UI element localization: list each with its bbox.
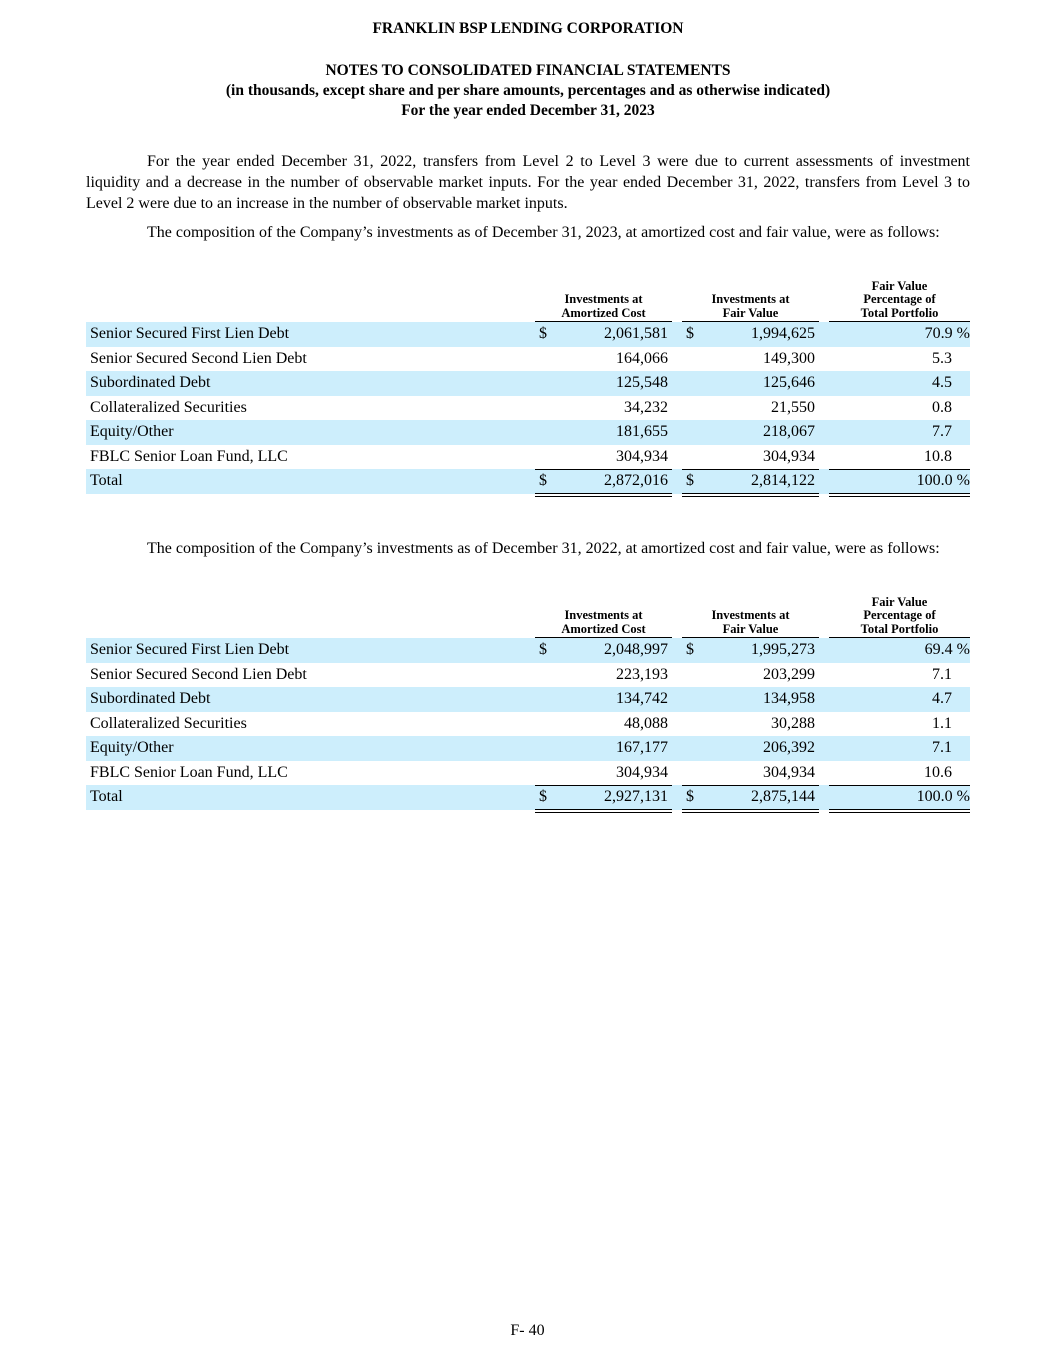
portfolio-percentage-value: 4.5 (932, 374, 952, 391)
amortized-cost-value: 164,066 (616, 349, 668, 367)
total-double-rule (682, 809, 819, 813)
row-label: Senior Secured Second Lien Debt (90, 349, 307, 367)
subtotal-rule (535, 785, 672, 786)
page-number: F- 40 (510, 1322, 545, 1339)
currency-symbol: $ (539, 325, 547, 342)
column-header-percentage: Fair Value Percentage of Total Portfolio (829, 280, 970, 323)
table-row (86, 638, 970, 663)
notes-period: For the year ended December 31, 2023 (401, 102, 655, 119)
composition-2022-paragraph: The composition of the Company’s investments as of December 31, 2022, at amortized cost and fair value, were as follows: (147, 540, 940, 557)
amortized-cost-value: 167,177 (616, 739, 668, 756)
column-header-fair-value: Investments at Fair Value (682, 609, 819, 638)
composition-2023-paragraph: The composition of the Company’s investments as of December 31, 2023, at amortized cost and fair value, were as follows: (147, 224, 940, 241)
row-label: Total (90, 472, 123, 489)
row-label: Subordinated Debt (90, 690, 211, 707)
row-label: Equity/Other (90, 423, 174, 440)
currency-symbol: $ (686, 325, 694, 342)
amortized-cost-value: 134,742 (616, 690, 668, 707)
percent-sign: % (956, 325, 970, 342)
fair-value-value: 134,958 (763, 690, 815, 707)
portfolio-percentage-value: 1.1 (932, 714, 952, 732)
portfolio-percentage-value: 70.9 % (924, 325, 970, 342)
row-label: Total (90, 788, 123, 805)
amortized-cost-value: 34,232 (624, 398, 668, 416)
fair-value-value: 304,934 (763, 763, 815, 781)
row-label: FBLC Senior Loan Fund, LLC (90, 763, 288, 781)
amortized-cost-value: 304,934 (616, 447, 668, 465)
fair-value-value: 2,814,122 (751, 472, 815, 489)
subtotal-rule (829, 469, 970, 470)
table-body (86, 322, 970, 494)
amortized-cost-value: 223,193 (616, 665, 668, 683)
portfolio-percentage-value: 7.1 (932, 739, 952, 756)
portfolio-percentage-value: 7.7 (932, 423, 952, 440)
table-column-headers (86, 278, 970, 322)
amortized-cost-value: 48,088 (624, 714, 668, 732)
notes-title: NOTES TO CONSOLIDATED FINANCIAL STATEMENTS (325, 62, 731, 79)
currency-symbol: $ (539, 472, 547, 489)
amortized-cost-value: 125,548 (616, 374, 668, 391)
fair-value-value: 1,994,625 (751, 325, 815, 342)
portfolio-percentage-value: 69.4 % (924, 641, 970, 658)
table-row (86, 420, 970, 445)
table-row (86, 687, 970, 712)
portfolio-percentage-value: 100.0 % (916, 472, 970, 489)
currency-symbol: $ (686, 472, 694, 489)
fair-value-value: 206,392 (763, 739, 815, 756)
row-label: FBLC Senior Loan Fund, LLC (90, 447, 288, 465)
table-row (86, 761, 970, 786)
row-label: Senior Secured First Lien Debt (90, 325, 290, 342)
table-body (86, 638, 970, 810)
portfolio-percentage-value: 0.8 (932, 398, 952, 416)
notes-subtitle: (in thousands, except share and per share amounts, percentages and as otherwise indicated) (225, 82, 831, 99)
table-row (86, 347, 970, 372)
table-row (86, 371, 970, 396)
row-label: Collateralized Securities (90, 398, 247, 416)
table-row (86, 736, 970, 761)
fair-value-value: 149,300 (763, 349, 815, 367)
currency-symbol: $ (539, 788, 547, 805)
total-double-rule (535, 809, 672, 813)
row-label: Subordinated Debt (90, 374, 211, 391)
subtotal-rule (535, 469, 672, 470)
company-name: FRANKLIN BSP LENDING CORPORATION (372, 20, 684, 37)
table-row (86, 445, 970, 470)
fair-value-value: 21,550 (771, 398, 815, 416)
table-column-headers (86, 594, 970, 638)
column-header-amortized-cost: Investments at Amortized Cost (535, 609, 672, 638)
total-double-rule (829, 493, 970, 497)
portfolio-percentage-value: 5.3 (932, 349, 952, 367)
total-double-rule (535, 493, 672, 497)
amortized-cost-value: 2,872,016 (604, 472, 668, 489)
amortized-cost-value: 304,934 (616, 763, 668, 781)
subtotal-rule (682, 469, 819, 470)
portfolio-percentage-value: 7.1 (932, 665, 952, 683)
subtotal-rule (682, 785, 819, 786)
fair-value-value: 304,934 (763, 447, 815, 465)
fair-value-value: 1,995,273 (751, 641, 815, 658)
column-header-percentage: Fair Value Percentage of Total Portfolio (829, 596, 970, 639)
currency-symbol: $ (686, 788, 694, 805)
percent-sign: % (956, 788, 970, 805)
fair-value-value: 30,288 (771, 714, 815, 732)
table-row (86, 712, 970, 737)
portfolio-percentage-value: 4.7 (932, 690, 952, 707)
total-double-rule (682, 493, 819, 497)
fair-value-value: 125,646 (763, 374, 815, 391)
fair-value-value: 218,067 (763, 423, 815, 440)
currency-symbol: $ (686, 641, 694, 658)
investments-table-2023 (86, 278, 970, 494)
total-double-rule (829, 809, 970, 813)
row-label: Senior Secured Second Lien Debt (90, 665, 307, 683)
amortized-cost-value: 2,927,131 (604, 788, 668, 805)
column-header-fair-value: Investments at Fair Value (682, 293, 819, 322)
subtotal-rule (829, 785, 970, 786)
portfolio-percentage-value: 10.8 (924, 447, 952, 465)
transfers-paragraph: For the year ended December 31, 2022, transfers from Level 2 to Level 3 were due to current assessments of investment liquidity and a decrease in the number of observable market inputs. For the year ended December 31, 2022, transfers from Level 3 to Level 2 were due to an increase in the number of observable market inputs. (86, 153, 970, 212)
portfolio-percentage-value: 10.6 (924, 763, 952, 781)
table-total-row (86, 469, 970, 494)
column-header-amortized-cost: Investments at Amortized Cost (535, 293, 672, 322)
amortized-cost-value: 2,061,581 (604, 325, 668, 342)
fair-value-value: 2,875,144 (751, 788, 815, 805)
row-label: Collateralized Securities (90, 714, 247, 732)
investments-table-2022 (86, 594, 970, 810)
percent-sign: % (956, 641, 970, 658)
table-row (86, 322, 970, 347)
table-total-row (86, 785, 970, 810)
table-row (86, 663, 970, 688)
statement-heading (86, 61, 970, 121)
table-row (86, 396, 970, 421)
row-label: Equity/Other (90, 739, 174, 756)
amortized-cost-value: 181,655 (616, 423, 668, 440)
row-label: Senior Secured First Lien Debt (90, 641, 290, 658)
fair-value-value: 203,299 (763, 665, 815, 683)
amortized-cost-value: 2,048,997 (604, 641, 668, 658)
portfolio-percentage-value: 100.0 % (916, 788, 970, 805)
currency-symbol: $ (539, 641, 547, 658)
percent-sign: % (956, 472, 970, 489)
